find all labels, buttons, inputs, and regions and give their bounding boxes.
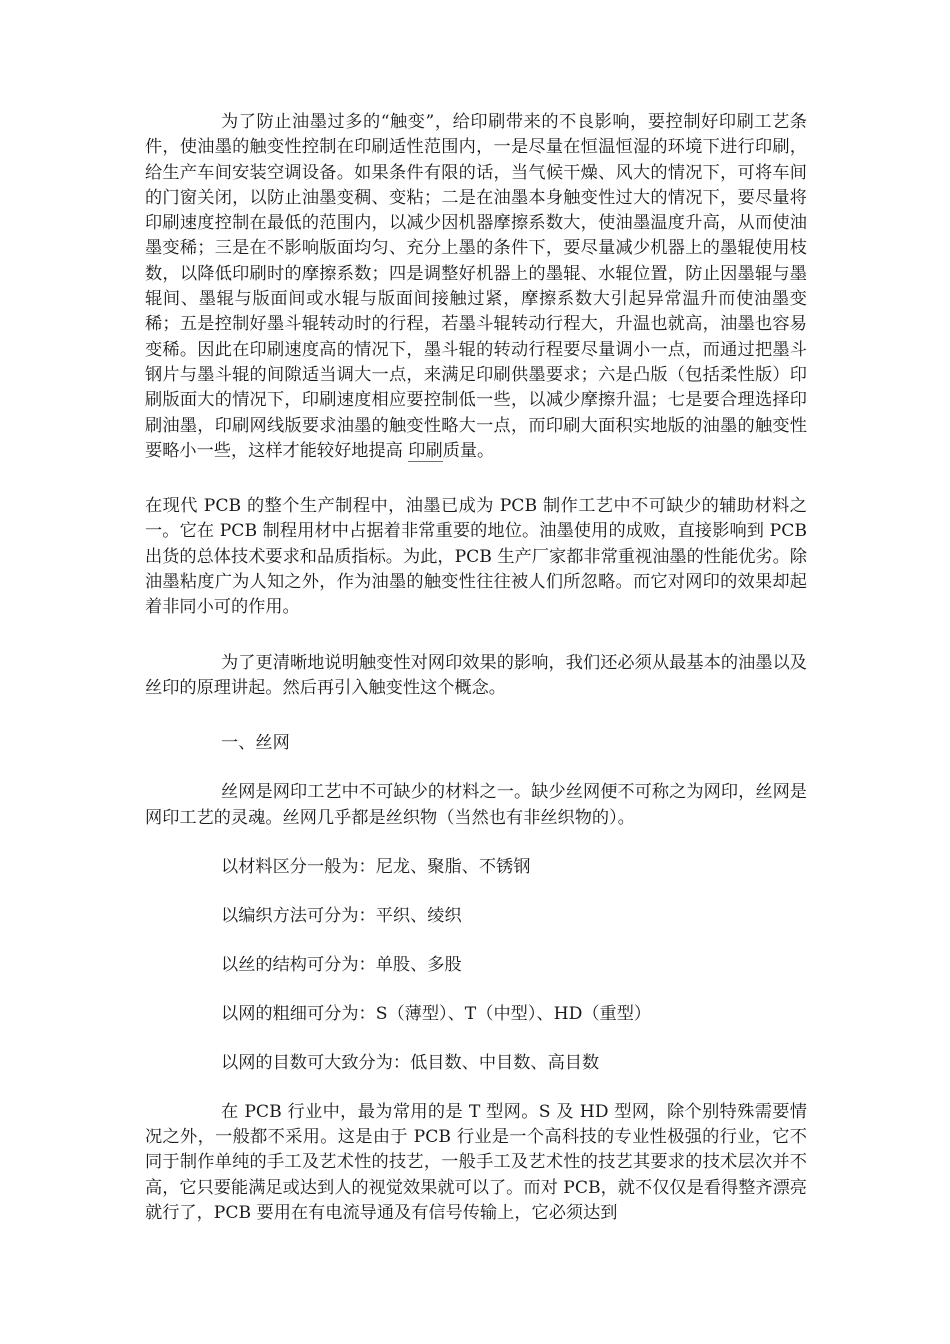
list-item-material: 以材料区分一般为：尼龙、聚脂、不锈钢 xyxy=(221,856,531,877)
list-item-weave: 以编织方法可分为：平织、绫织 xyxy=(221,905,462,926)
section-heading-screen: 一、丝网 xyxy=(221,733,290,754)
paragraph-thixotropy-control xyxy=(145,110,807,464)
paragraph-pcb-screen-types: 在 PCB 行业中，最为常用的是 T 型网。S 及 HD 型网，除个别特殊需要情况之外，一般都不采用。这是由于 PCB 行业是一个高科技的专业性极强的行业，它不同于制作单纯的手工及艺术性的技艺，一般手工及艺术性的技艺其要求的技术层次并不高，它只要能满足或达到人的视觉效果就可以了。而对 PCB，就不仅仅是看得整齐漂亮就行了，PCB 要用在有电流导通及有信号传输上，它必须达到 xyxy=(145,1101,807,1224)
paragraph-screen-description: 丝网是网印工艺中不可缺少的材料之一。缺少丝网便不可称之为网印，丝网是网印工艺的灵魂。丝网几乎都是丝织物（当然也有非丝织物的）。 xyxy=(145,782,807,828)
paragraph-1-text: 为了防止油墨过多的“触变”，给印刷带来的不良影响，要控制好印刷工艺条件，使油墨的触变性控制在印刷适性范围内，一是尽量在恒温恒湿的环境下进行印刷，给生产车间安装空调设备。如果条件有限的话，当气候干燥、风大的情况下，可将车间的门窗关闭，以防止油墨变稠、变粘；二是在油墨本身触变性过大的情况下，要尽量将印刷速度控制在最低的范围内，以减少因机器摩擦系数大，使油墨温度升高，从而使油墨变稀；三是在不影响版面均匀、充分上墨的条件下，要尽量减少机器上的墨辊使用枝数，以降低印刷时的摩擦系数；四是调整好机器上的墨辊、水辊位置，防止因墨辊与墨辊间、墨辊与版面间或水辊与版面间接触过紧，摩擦系数大引起异常温升而使油墨变稀；五是控制好墨斗辊转动时的行程，若墨斗辊转动行程大，升温也就高，油墨也容易变稀。因此在印刷速度高的情况下，墨斗辊的转动行程要尽量调小一点，而通过把墨斗钢片与墨斗辊的间隙适当调大一点，来满足印刷供墨要求；六是凸版（包括柔性版）印刷版面大的情况下，印刷速度相应要控制低一些，以减少摩擦升温；七是要合理选择印刷油墨，印刷网线版要求油墨的触变性略大一点，而印刷大面积实地版的油墨的触变性要略小一些，这样才能较好地提高 xyxy=(145,112,807,461)
list-item-structure: 以丝的结构可分为：单股、多股 xyxy=(221,954,462,975)
paragraph-1-tail: 质量。 xyxy=(442,440,495,461)
document-page xyxy=(145,110,807,1226)
paragraph-intro-principle: 为了更清晰地说明触变性对网印效果的影响，我们还必须从最基本的油墨以及丝印的原理讲起。然后再引入触变性这个概念。 xyxy=(145,652,807,698)
paragraph-pcb-ink-importance: 在现代 PCB 的整个生产制程中，油墨已成为 PCB 制作工艺中不可缺少的辅助材料之一。它在 PCB 制程用材中占据着非常重要的地位。油墨使用的成败，直接影响到 PCB 出货的总体技术要求和品质指标。为此，PCB 生产厂家都非常重视油墨的性能优劣。除油墨粘度广为人知之外，作为油墨的触变性往往被人们所忽略。而它对网印的效果却起着非同小可的作用。 xyxy=(145,496,807,618)
printing-link[interactable]: 印刷 xyxy=(408,440,443,461)
list-item-mesh-count: 以网的目数可大致分为：低目数、中目数、高目数 xyxy=(221,1052,600,1073)
list-item-thickness: 以网的粗细可分为：S（薄型）、T（中型）、HD（重型） xyxy=(221,1003,652,1024)
